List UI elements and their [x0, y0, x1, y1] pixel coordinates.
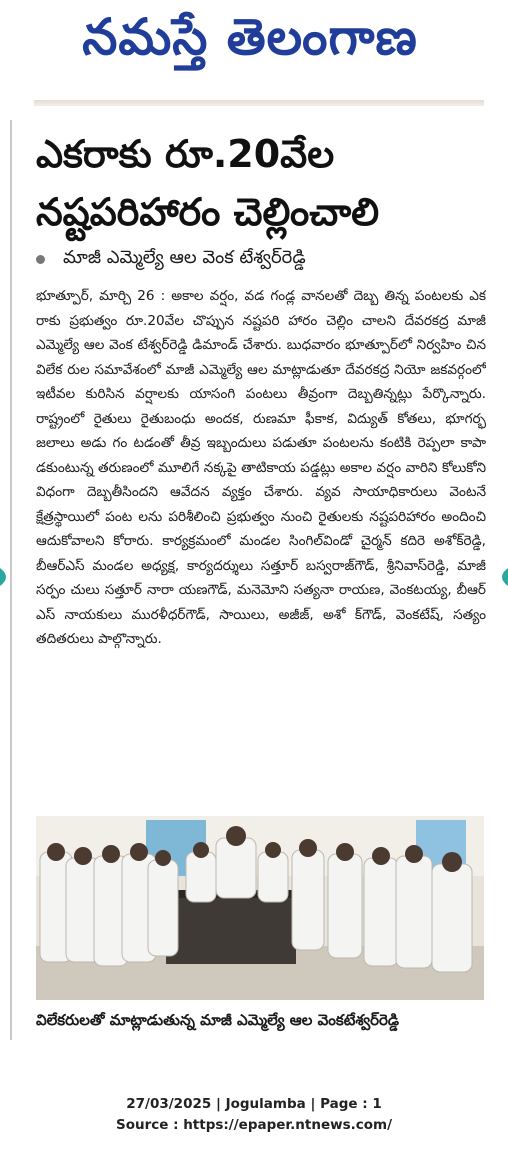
press-meet-photo-illustration: [36, 816, 484, 1000]
subhead: [36, 244, 486, 274]
footer-source: Source : https://epaper.ntnews.com/: [115, 1117, 393, 1133]
side-marker-icon-right: [496, 566, 508, 588]
masthead-divider: [34, 100, 484, 106]
photo-caption: విలేకరులతో మాట్లాడుతున్న మాజీ ఎమ్మెల్యే ఆల వెంకటేశ్వర్‌రెడ్డి: [36, 1011, 399, 1029]
bullet-icon: [36, 255, 45, 264]
masthead: [40, 6, 460, 80]
subhead-text: మాజీ ఎమ్మెల్యే ఆల వెంక టేశ్వర్‌రెడ్డి: [63, 246, 306, 268]
masthead-title: నమస్తే తెలంగాణ: [82, 7, 418, 66]
side-marker-icon-left: [0, 566, 12, 588]
headline-line-1: ఎకరాకు రూ.20వేల: [36, 132, 335, 176]
footer-edition-info: 27/03/2025 | Jogulamba | Page : 1: [126, 1096, 382, 1112]
article-photo: [36, 816, 484, 1000]
headline-line-2: నష్టపరిహారం చెల్లించాలి: [36, 190, 380, 234]
article-body: భూత్పూర్, మార్చి 26 : అకాల వర్షం, వడ గండ్ల వానలతో దెబ్బ తిన్న పంటలకు ఎక రాకు ప్రభుత్వం రూ.20వేల చొప్పున నష్టపరి హారం చెల్లిం చాలని దేవరకద్ర మాజీ ఎమ్మెల్యే ఆల వెంక టేశ్వర్‌రెడ్డి డిమాండ్ చేశారు. బుధవారం భూత్పూర్‌లో నిర్వహిం చిన విలేక రుల సమావేశంలో మాజీ ఎమ్మెల్యే ఆల మాట్లాడుతూ దేవరకద్ర నియో జకవర్గంలో ఇటీవల కురిసిన వర్షాలకు యాసంగి పంటలు తీవ్రంగా దెబ్బతిన్నట్లు పేర్కొన్నారు. రాష్ట్రంలో రైతులు రైతుబంధు అందక, రుణమా ఫీకాక, విద్యుత్ కోతలు, భూగర్భ జలాలు అడు గం టడంతో తీవ్ర ఇబ్బందులు పడుతూ పంటలను కంటికి రెప్పలా కాపా డకుంటున్న తరుణంలో మూలిగే నక్కపై తాటికాయ పడ్డట్లు అకాల వర్షం వారిని కోలుకోని విధంగా దెబ్బతీసిందని ఆవేదన వ్యక్తం చేశారు. వ్యవ సాయాధికారులు వెంటనే క్షేత్రస్థాయిలో పంట లను పరిశీలించి ప్రభుత్వం నుంచి రైతులకు నష్టపరిహారం అందించి ఆదుకోవాలని కోరారు. కార్యక్రమంలో మండల సింగిల్‌విండో చైర్మన్ కదిరె అశోక్‌రెడ్డి, బీఆర్‌ఎస్ మండల అధ్యక్ష, కార్యదర్శులు సత్తూర్ బస్వరాజ్‌గౌడ్, శ్రీనివాస్‌రెడ్డి, మాజీ సర్పం చులు సత్తూర్ నారా యణగౌడ్, మనెమోని సత్యనా రాయణ, వెంకటయ్య, బీఆర్ ఎస్ నాయకులు మురళీధర్‌గౌడ్, సాయిలు, అజీజ్, అశో క్‌గౌడ్, వెంకటేష్, సత్యం తదితరులు పాల్గొన్నారు.: [36, 288, 486, 647]
